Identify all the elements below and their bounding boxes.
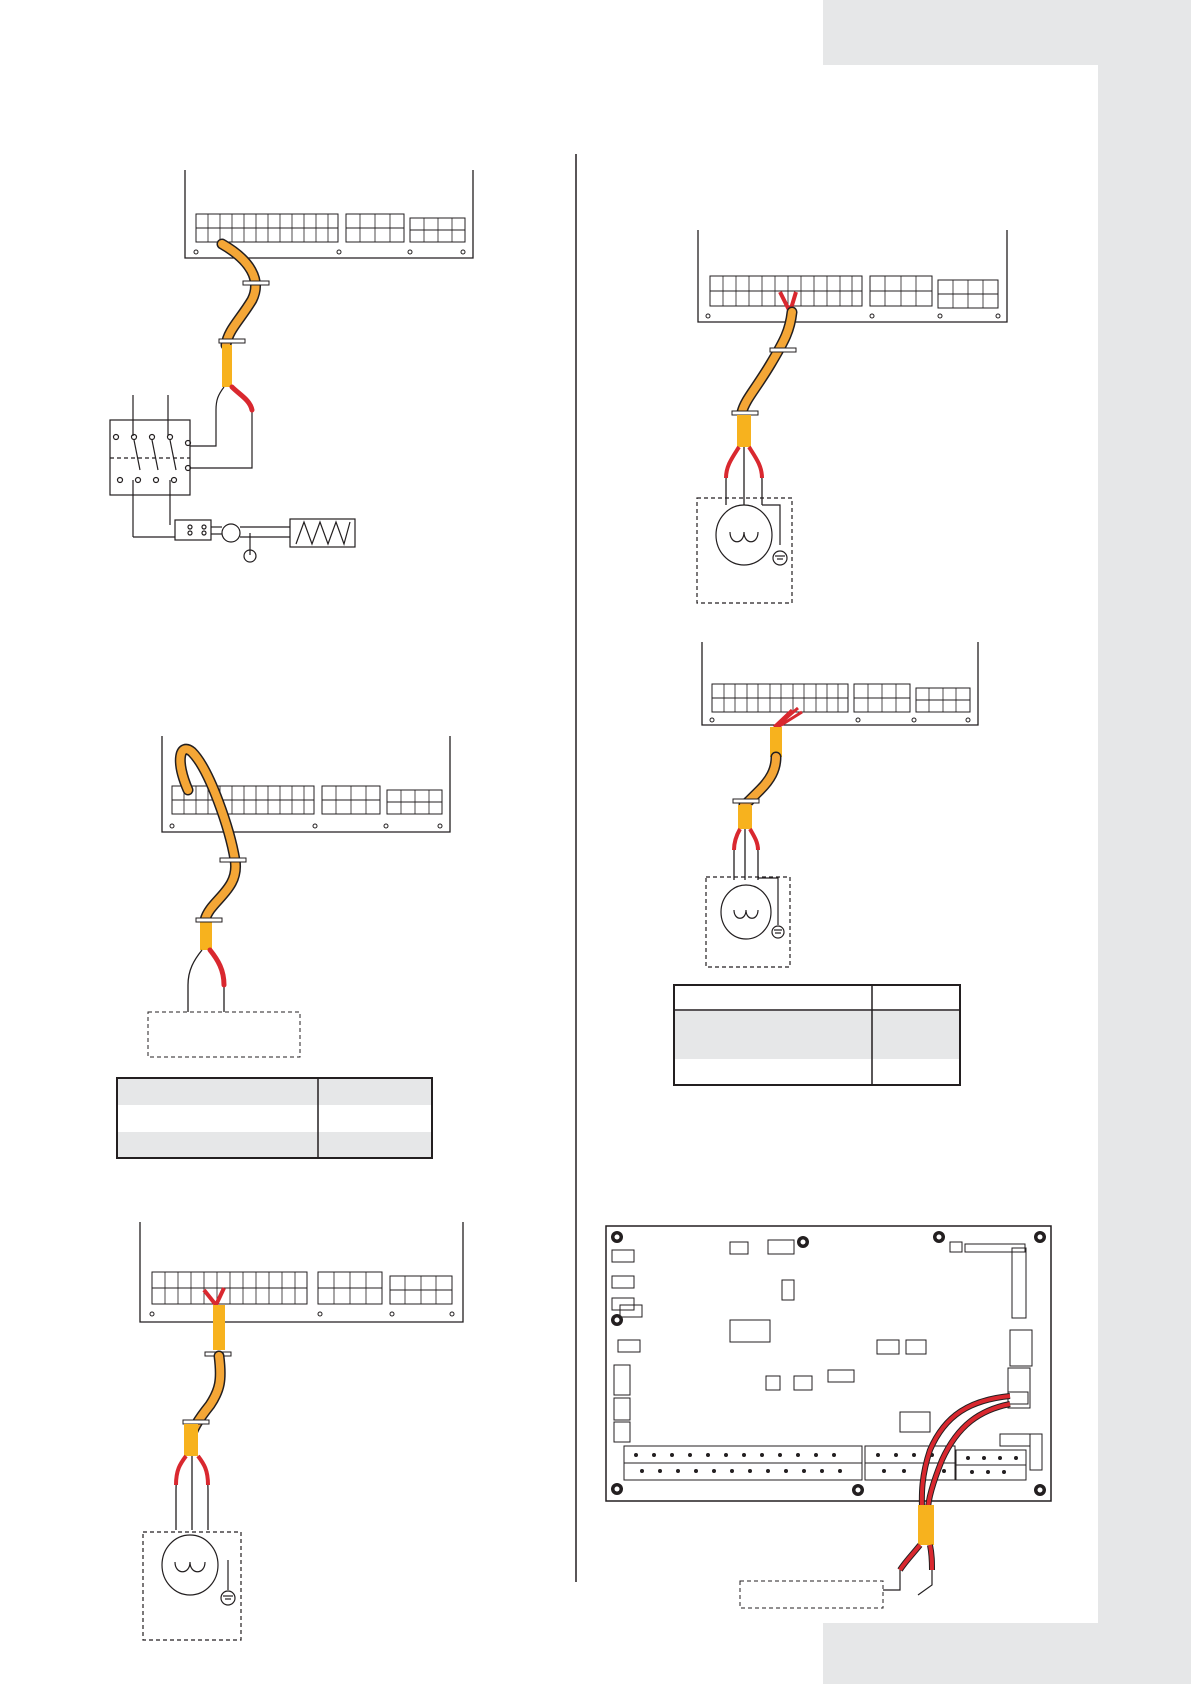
cable-top-left bbox=[190, 244, 269, 468]
diagram-pcb bbox=[606, 1226, 1051, 1608]
switch-box-top-left bbox=[110, 395, 355, 562]
terminal-board-bottom-left bbox=[140, 1222, 463, 1322]
motor-box-bottom-left bbox=[143, 1532, 241, 1640]
terminal-board-middle-right bbox=[702, 642, 978, 725]
external-device-box-middle-left bbox=[148, 1012, 300, 1057]
diagram-top-right bbox=[697, 230, 1007, 603]
motor-box-top-right bbox=[697, 498, 792, 603]
terminal-board-middle-left bbox=[162, 736, 450, 832]
terminal-board-top-right bbox=[698, 230, 1007, 322]
diagram-bottom-left bbox=[140, 1222, 463, 1640]
table-right bbox=[674, 985, 960, 1085]
cable-middle-right bbox=[733, 708, 802, 925]
diagram-middle-left bbox=[117, 736, 450, 1158]
table-left bbox=[117, 1078, 432, 1158]
diagram-middle-right bbox=[674, 642, 978, 1085]
pcb-board bbox=[606, 1226, 1051, 1501]
cable-bottom-left bbox=[176, 1288, 231, 1530]
cable-top-right bbox=[726, 292, 796, 545]
external-device-box-pcb bbox=[740, 1581, 883, 1608]
diagram-top-left bbox=[110, 170, 473, 562]
